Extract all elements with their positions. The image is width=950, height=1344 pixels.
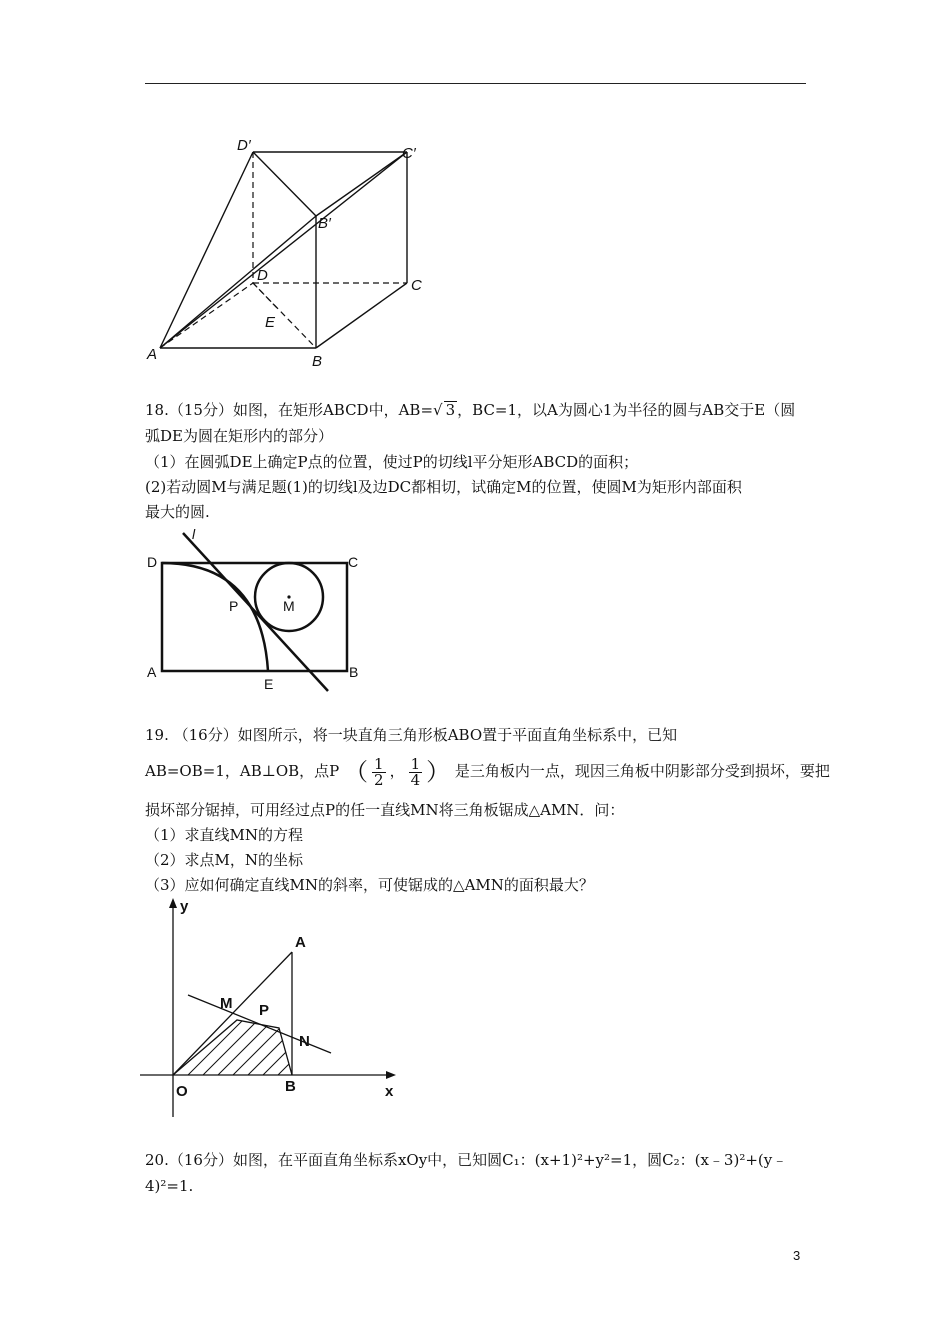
q19-line-5: （2）求点M，N的坐标 — [145, 851, 304, 869]
fraction-one-quarter: $\frac{1}{4}$ — [410, 754, 421, 789]
label-d-prime: D′ — [237, 137, 251, 154]
formula-ab: AB=√ 3 ，BC=1 — [398, 401, 518, 419]
label-o: O — [176, 1083, 188, 1100]
label-b: B — [349, 664, 359, 680]
header-rule — [145, 83, 806, 84]
label-l: l — [192, 526, 196, 542]
label-n: N — [299, 1033, 310, 1050]
label-c: C — [348, 554, 359, 570]
q20-line-1: 20.（16分）如图，在平面直角坐标系xOy中，已知圆C₁：(x+1)²+y²=1，圆C₂：(x﹣3)²+(y﹣ — [145, 1151, 788, 1169]
q19-line-3: 损坏部分锯掉，可用经过点P的任一直线MN将三角板锯成△AMN．问： — [145, 801, 625, 819]
q20-line-2: 4)²=1. — [145, 1177, 194, 1195]
q18-line-4: (2)若动圆M与满足题(1)的切线l及边DC都相切，试确定M的位置，使圆M为矩形内部面积 — [145, 478, 742, 496]
label-y: y — [180, 898, 189, 915]
figure-19-triangle — [140, 895, 405, 1125]
page-number: 3 — [793, 1248, 801, 1263]
label-b: B — [312, 353, 323, 370]
label-e: E — [264, 676, 274, 692]
label-p: P — [229, 598, 239, 614]
q18-line-2: 弧DE为圆在矩形内的部分） — [145, 427, 333, 445]
label-c-prime: C′ — [402, 145, 416, 162]
label-m: M — [283, 598, 295, 614]
figure-17-prism — [140, 130, 440, 375]
label-a: A — [295, 934, 306, 951]
label-c: C — [411, 277, 422, 294]
q18-line-5: 最大的圆. — [145, 503, 210, 521]
q19-line-1: 19. （16分）如图所示，将一块直角三角形板ABO置于平面直角坐标系中，已知 — [145, 726, 678, 744]
label-d: D — [147, 554, 158, 570]
label-m: M — [220, 995, 233, 1012]
label-x: x — [385, 1083, 394, 1100]
fraction-one-half: $\frac{1}{2}$ — [374, 754, 384, 789]
label-a: A — [147, 346, 158, 363]
label-b-prime: B′ — [318, 215, 331, 232]
label-d: D — [257, 267, 268, 284]
figure-18-rectangle — [140, 525, 380, 695]
q18-line-3: （1）在圆弧DE上确定P点的位置，使过P的切线l平分矩形ABCD的面积； — [145, 453, 639, 471]
sqrt-three: 3 — [445, 401, 456, 419]
q19-line-6: （3）应如何确定直线MN的斜率，可使锯成的△AMN的面积最大？ — [145, 876, 594, 894]
label-e: E — [265, 314, 276, 331]
label-p: P — [259, 1002, 270, 1019]
q19-line-2: AB=OB=1，AB⊥OB，点P （ $\frac{1}{2}$ ， $\frac{1}{4}$ ） 是三角板内一点，现因三角板中阴影部分受到损坏，要把 — [145, 754, 830, 789]
q19-line-4: （1）求直线MN的方程 — [145, 826, 304, 844]
label-a: A — [147, 664, 157, 680]
q18-line-1: 18.（15分）如图，在矩形ABCD中，AB=√ 3 ，BC=1，以A为圆心1为半径的圆与AB交于E（圆 — [145, 401, 796, 419]
label-b: B — [285, 1078, 296, 1095]
